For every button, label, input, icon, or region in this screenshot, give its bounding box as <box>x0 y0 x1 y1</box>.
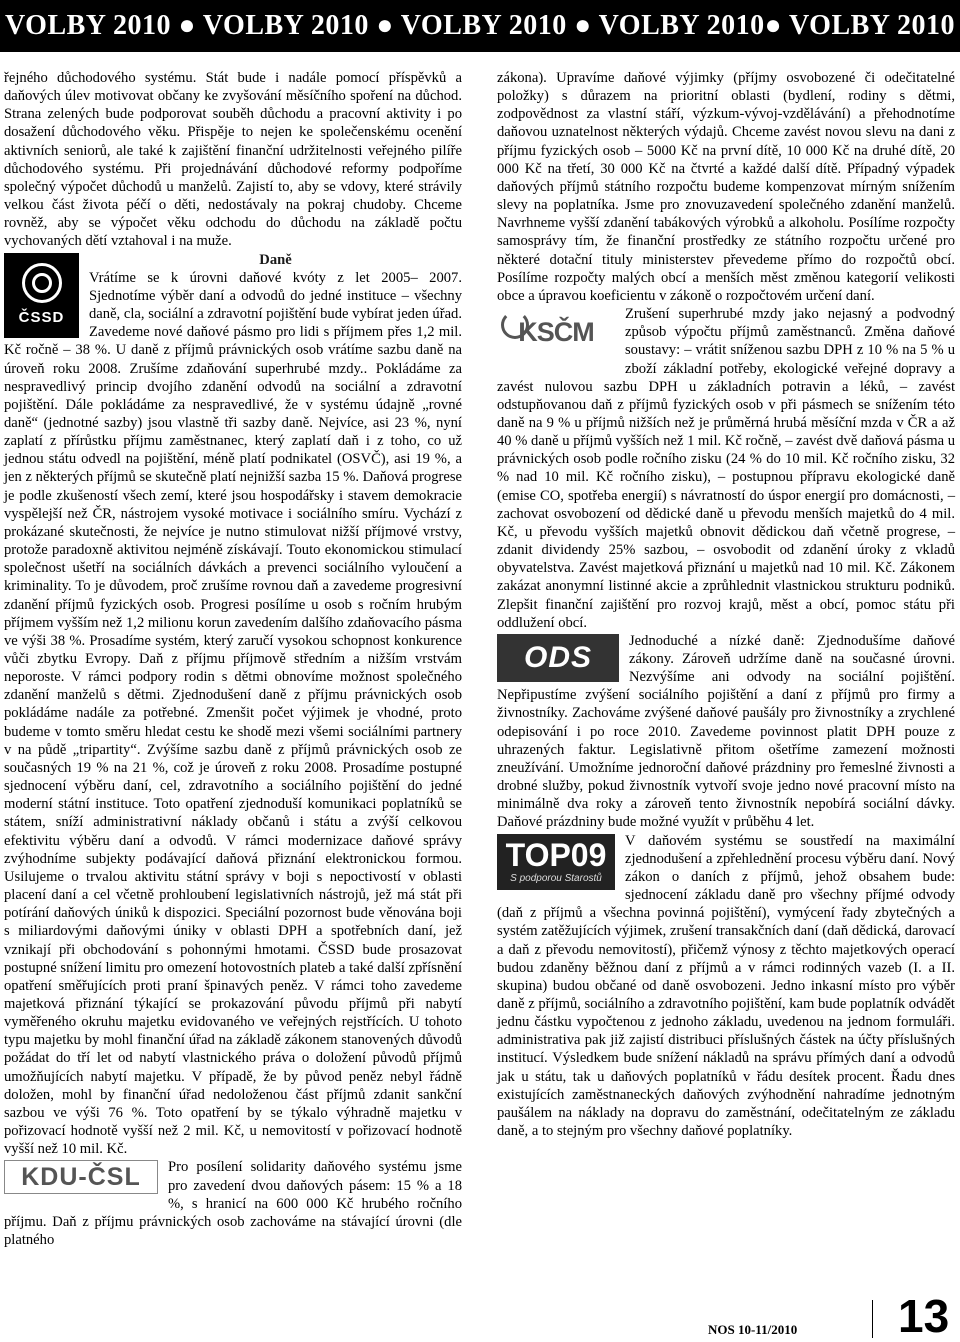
kscm-logo-text: KSČM <box>518 316 594 347</box>
top09-logo-subtitle: S podporou Starostů <box>510 873 602 885</box>
ods-logo-text: ODS <box>523 640 592 674</box>
kdu-csl-logo <box>4 1160 158 1194</box>
cssd-logo <box>4 253 79 338</box>
left-paragraph-2: Vrátíme se k úrovni daňové kvóty z let 2005– 2007. Sjednotíme výběr daní a odvodů do jedné instituce – všechny daně, cla, sociální a zdravotní pojištění bude vybírat jeden úřad. Zavedeme nové daňové pásmo pro lidi s příjmem přes 1,2 mil. Kč ročně – 38 %. U daně z příjmů právnických osob vrátíme sazbu daně na úroveň roku 2008. Zrušíme zdaňování superhrubé mzdy.. Pokládáme za nespravedlivý princip dvojího zdanění odvodů na sociální a zdravotní pojištění. Dále pokládáme za nespravedlivé, že v systému údajně „rovné daně“ (jednotné sazby) jsou vlastně tři sazby daně. Nejvíce, asi 23 %, nyní zaplatí z přírůstku příjmu zaměstnanec, který zaplatí daň i z toho, co už jednou státu odvedl na pojištění, méně platí podnikatel (OSVČ), asi 19 %, a jen z některých příjmů se skutečně platí nejnižší sazba 15 %. Daňová progrese je podle zkušeností všech zemí, které jsou hospodářsky i stavem demokracie vyspělejší než ČR, nástrojem vysoké motivace i sociálního smíru. Vychází z prokázané skutečnosti, že nejvíce je nutno stimulovat nižší příjmové vrstvy, protože paradoxně aktivitou nejméně získávají. Touto ekonomickou stimulací společnost ušetří na sociálních dávkách a prevenci sociálního vyloučení a kriminality. To je důvodem, proč zrušíme rovnou daň a zavedeme progresivní zdanění příjmů fyzických osob. Progresi posílíme u osob s ročním hrubým příjmem vyšším než 1,2 milionu korun zavedením dalšího zdaňovacího pásma ve výši 38 %. Prosadíme systém, který zaručí vysokou schopnost konkurence vůči zbytku Evropy. Daň z příjmu příjmově středním a nižším vrstvám neporoste. V rámci podpory rodin s dětmi obnovíme možnost společného zdanění manželů s dětmi. Zjednodušení daně z příjmu právnických osob pokládáme nadále za potřebné. Zmenšit počet výjimek je vhodné, proto budeme v tomto směru hledat cestu ke shodě mezi všemi sociálními partnery v na půdě „tripartity“. Zvýšíme sazbu daně z příjmů právnických osob ze současných 19 % na 21 %, což je úroveň z roku 2008. Prosadíme postupné sjednocení výběru daní, cel, zdravotního a sociálního pojištění do jedné moderní státní instituce. Toto opatření zjednoduší komunikaci poplatníků se státem, sníží administrativní náklady občanů i státu a zvýší celkovou efektivitu výběru daní a odvodů. V rámci modernizace daňové správy zvýhodníme subjekty podávající daňová přiznání elektronickou formou. Usilujeme o trvalou aktivitu státní správy v boji s nepoctivostí v oblasti placení daní a cel včetně prohloubení legislativních nástrojů, jež má stát při potírání daňových úniků k dispozici. Speciální pozornost bude věnována boji s miliardovými daňovými úniky v oblasti DPH a spotřebních daní, jež vznikají při obchodování s pohonnými hmotami. ČSSD bude prosazovat postupné snížení limitu pro omezení hotovostních plateb a také další zpřísnění opatření směřujících proti praní špinavých peněz. V rámci toho zavedeme majetková přiznání týkající se prokazování původu příjmů při nabytí vyměřeného okruhu majetku evidovaného ve veřejných rejstřících. U tohoto typu majetku by mohl finanční úřad na základě zákonem stanovených důvodů požádat do tří let od nabytí vlastnického práva o doložení původů příjmů umožňujících nabytí majetku. V případě, že by původ peněz nebyl řádně doložen, mohl by finanční úřad nedoloženou část příjmů zdanit sankční sazbou ve výši 76 %. Toto opatření by se týkalo výhradně majetku v pořizovací hodnotě vyšší než 2 mil. Kč, u nemovitostí v pořizovací hodnotě vyšší než 10 mil. Kč. <box>4 269 462 1158</box>
right-paragraph-1: zákona). Upravíme daňové výjimky (příjmy osvobozené či odečitatelné položky) s důrazem na prioritní oblasti (bydlení, rodiny s dětmi, zodpovědnost za vlastní stáří, výzkum-vývoj-vzdělávání) a přehodnotíme daňovou uznatelnost některých výdajů. Chceme zavést novou slevu na dani z příjmu fyzických osob – 5000 Kč na první dítě, 10 000 Kč na druhé dítě, 20 000 Kč na třetí, 30 000 Kč na čtvrté a každé další dítě. Případný výpadek daňových příjmů státního rozpočtu budeme kompenzovat mírným snížením slevy na poplatníka. Jsme pro znovuzavedení společného zdanění manželů. Navrhneme vyšší zdanění tabákových výrobků a alkoholu. Posílíme rozpočty samosprávy tím, že finanční prostředky ze státního rozpočtu určené pro některé dotační tituly ministerstev převedeme přímo do rozpočtů obcí. Posílíme rozpočty malých obcí a menších měst změnou kategorií velikosti obce a úpravou koeficientu v zákoně o rozpočtovém určení daní. <box>497 70 955 304</box>
election-banner <box>0 0 960 52</box>
top09-logo <box>497 834 615 890</box>
left-paragraph-1: řejného důchodového systému. Stát bude i nadále pomocí příspěvků a daňových úlev motivovat občany ke zvyšování měsíčního spoření na důchod. Strana zelených bude podporovat souběh důchodu a pracovní aktivity i po dosažení důchodového věku. Přispěje to nejen ke společenskému ocenění aktivních seniorů, ale také k zajištění finanční udržitelnosti veřejného pilíře důchodového systému. Při projednávání důchodové reformy podpoříme společný výpočet důchodů u manželů. Zajistí to, aby se vdovy, které strávily velkou část života péčí o děti, nedostávaly na pokraj chudoby. Chceme rovněž, aby se výpočet věku odchodu do důchodu na základě počtu vychovaných dětí vztahoval i na muže. <box>4 70 462 250</box>
right-paragraph-3: Jednoduché a nízké daně: Zjednodušíme daňové zákony. Zároveň udržíme daně na současné úrovni. Nezvýšíme ani odvody na sociální pojištění. Nepřipustíme zvýšení sociálního pojištění a daní z příjmů pro firmy a živnostníky. Zachováme zvýšené daňové paušály pro živnostníky a zrychlené odepisování i po roce 2010. Zavedeme povinnost platit DPH pouze z uhrazených faktur. Legislativně přitom ošetříme zamezení možnosti zneužívání. Umožníme jednoroční daňové prázdniny pro řemeslné živnosti a drobné služby, pokud živnostník vytvoří svoje jedno nové pracovní místo na minimálně dva roky a zároveň tento živnostník nepobírá sociální dávky. Daňové prázdniny bude možné využít v průběhu 4 let. <box>497 632 955 831</box>
cherry-icon <box>501 311 529 339</box>
left-column <box>4 69 462 1249</box>
ods-logo <box>497 634 619 682</box>
right-paragraph-4: V daňovém systému se soustředí na maximální zjednodušení a zpřehlednění procesu výběru daní. Nový zákon o daních z příjmů, jehož obsahem bude: sjednocení základu daně pro všechny příjmé odvody (daň z příjmů a všechna povinná pojištění), vymýcení řady zbytečných a systém zatěžujících výjimek, zrušení transakčních daní (daň dědická, darovací a daň z převodu nemovitostí), přičemž výnosy z těchto majetkových operací budou zdaněny běžnou daní z příjmů a v rámci rodinných vazeb (I. a II. skupina) budou občané od daně osvobozeni. Jedno inkasní místo pro výběr daně z příjmů, sociálního a zdravotního pojištění, kam bude poplatník odvádět jednu částku vypočtenou z jednoho základu, uvedenou na jednom formuláři. administrativa pak již zajistí distribuci příslušných částek na účty příslušných institucí. Výsledkem bude snížení nákladů na správu přímých daní a odvodů jak u státu, tak u daňových poplatníků v řádu desítek procent. Řadu dnes existujících zaměstnaneckých daňových zvýhodnění nahradíme jednotným paušálem na náklady na dopravu do zaměstnání, odečitatelným ze základu daně, a to stejným pro všechny daňové poplatníky. <box>497 832 955 1140</box>
cssd-logo-text: ČSSD <box>18 308 65 326</box>
top09-logo-text: TOP09 <box>505 837 607 874</box>
issue-label: NOS 10-11/2010 <box>708 1322 798 1337</box>
kscm-logo <box>497 307 615 357</box>
banner-text: VOLBY 2010 ● VOLBY 2010 ● VOLBY 2010 ● VOLBY 2010● VOLBY 2010 <box>5 10 955 41</box>
right-column <box>497 69 955 1140</box>
footer-divider <box>872 1300 873 1338</box>
left-paragraph-3: Pro posílení solidarity daňového systému jsme pro zavedení dvou daňových pásem: 15 % a 18 %, s hranicí na 600 000 Kč hrubého ročního příjmu. Daň z příjmu právnických osob zachováme na stávající úrovni (dle platného <box>4 1159 462 1248</box>
page-number: 13 <box>898 1290 950 1342</box>
section-heading-dane: Daně <box>259 251 292 268</box>
right-paragraph-2: Zrušení superhrubé mzdy jako nejasný a podvodný způsob výpočtu příjmů zaměstnanců. Změna daňové soustavy: – vrátit sníženou sazbu DPH z 10 % na 5 % u zboží základní potřeby, ekologické veřejné dopravy a zavést nulovou sazbu DPH u základních potravin a léků, – zavést odstupňovanou daň z příjmů fyzických osob v při pásmech se snížením této daně na 9 % u příjmů nižších než je průměrná hrubá měsíční mzda v ČR a až 40 % daně u příjmů vyšších než 1 mil. Kč ročně, – zavést dvě daňová pásma u právnických osob podle ročního zisku (24 % do 10 mil. Kč ročního zisku, 32 % nad 10 mil. Kč ročního zisku), – postupnou přípravu ekologické daně (emise CO, spotřeba energií) s návratností do úspor energií pro domácnosti, – zachovat osvobození od dědické daně u převodu menších majetků do 4 mil. Kč, u převodu vyšších majetků obnovit dědickou daň včetně progrese, – zdanit dividendy 25% sazbou, – osvobodit od zdanění úroky z vkladů obyvatelstva. Zavést majetková přiznání u majetků nad 10 mil. Kč. Zákonem zakázat anonymní listinné akcie a zprůhlednit vlastnickou strukturu podniků. Zlepšit finanční zajištění pro rozvoj krajů, měst a obcí, pomoc státu při oddlužení obcí. <box>497 306 955 631</box>
kdu-logo-text: KDU-ČSL <box>21 1163 141 1192</box>
rose-icon <box>22 263 62 303</box>
